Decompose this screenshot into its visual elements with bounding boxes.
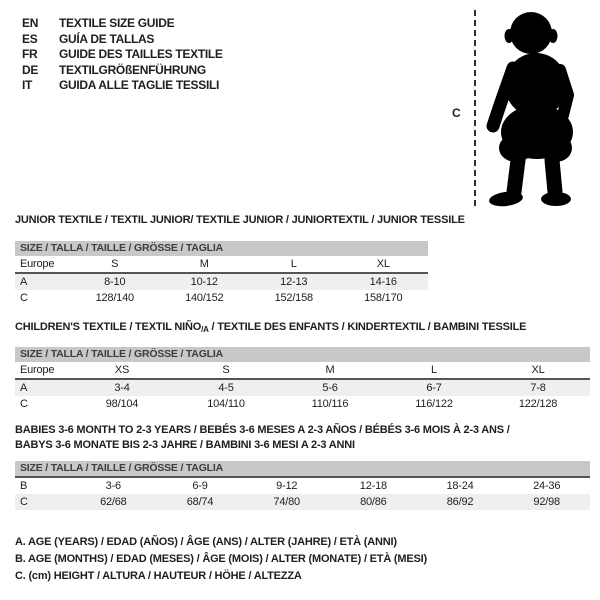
value-cell: 4-5	[218, 382, 234, 394]
value-cell: 158/170	[364, 292, 403, 304]
value-cell: 62/68	[100, 496, 127, 508]
value-cell: 14-16	[369, 276, 397, 288]
value-cell: 9-12	[276, 480, 298, 492]
size-cell: L	[290, 258, 297, 270]
footnote-a: A. AGE (YEARS) / EDAD (AÑOS) / ÂGE (ANS) / ALTER (JAHRE) / ETÀ (ANNI)	[15, 536, 397, 548]
value-cell: 6-9	[192, 480, 208, 492]
footnote-c: C. (cm) HEIGHT / ALTURA / HAUTEUR / HÖHE / ALTEZZA	[15, 570, 302, 582]
value-cell: 116/122	[415, 398, 453, 410]
legend-label: GUIDE DES TAILLES TEXTILE	[59, 47, 223, 61]
row-label: Europe	[20, 258, 55, 270]
babies-table-title	[15, 423, 510, 453]
value-cell: 5-6	[322, 382, 338, 394]
table-row	[15, 290, 428, 306]
size-cell: S	[111, 258, 119, 270]
height-measure-figure	[0, 0, 600, 215]
table-row	[15, 274, 428, 290]
value-cell: 92/98	[533, 496, 560, 508]
legend-code: IT	[22, 78, 33, 92]
size-cell: M	[199, 258, 209, 270]
legend-code: ES	[22, 31, 38, 46]
junior-size-header-bar: SIZE / TALLA / TAILLE / GRÖSSE / TAGLIA	[15, 241, 428, 256]
children-table-title	[15, 321, 526, 333]
legend-label: TEXTILE SIZE GUIDE	[59, 16, 175, 30]
height-measure-label: C	[452, 106, 461, 120]
children-size-table	[15, 347, 590, 412]
legend-code: DE	[22, 62, 39, 77]
value-cell: 24-36	[533, 480, 561, 492]
toddler-silhouette-icon	[480, 10, 576, 210]
value-cell: 68/74	[186, 496, 214, 508]
value-cell: 80/86	[360, 496, 387, 508]
row-label: C	[20, 292, 28, 304]
legend-label: GUÍA DE TALLAS	[59, 31, 155, 46]
row-label: Europe	[20, 364, 55, 376]
value-cell: 140/152	[185, 292, 224, 304]
value-cell: 122/128	[518, 398, 558, 410]
size-cell: M	[325, 364, 335, 376]
row-label: A	[20, 382, 28, 394]
legend-label: TEXTILGRÖßENFÜHRUNG	[59, 62, 206, 77]
value-cell: 104/110	[207, 398, 245, 410]
table-row	[15, 256, 428, 272]
children-size-header-bar: SIZE / TALLA / TAILLE / GRÖSSE / TAGLIA	[15, 347, 590, 362]
junior-table-title: JUNIOR TEXTILE / TEXTIL JUNIOR/ TEXTILE JUNIOR / JUNIORTEXTIL / JUNIOR TESSILE	[15, 214, 465, 226]
title-text: / TEXTILE DES ENFANTS / KINDERTEXTIL / BAMBINI TESSILE	[208, 321, 527, 333]
title-subscript: /A	[201, 325, 209, 334]
junior-size-table	[15, 241, 428, 306]
legend-code: FR	[22, 47, 38, 61]
value-cell: 8-10	[104, 276, 126, 288]
value-cell: 6-7	[426, 382, 442, 394]
value-cell: 10-12	[190, 276, 218, 288]
value-cell: 18-24	[446, 480, 474, 492]
footnotes	[15, 534, 427, 585]
height-dashed-line	[474, 10, 476, 206]
size-cell: XL	[376, 258, 390, 270]
value-cell: 74/80	[273, 496, 300, 508]
value-cell: 12-13	[280, 276, 308, 288]
row-label: C	[20, 496, 28, 508]
value-cell: 98/104	[105, 398, 139, 410]
legend-label: GUIDA ALLE TAGLIE TESSILI	[59, 78, 220, 92]
footnote-b: B. AGE (MONTHS) / EDAD (MESES) / ÂGE (MOIS) / ALTER (MONATE) / ETÀ (MESI)	[15, 553, 427, 565]
size-cell: L	[431, 364, 437, 376]
value-cell: 86/92	[446, 496, 474, 508]
value-cell: 152/158	[274, 292, 313, 304]
value-cell: 3-4	[114, 382, 130, 394]
table-row	[15, 380, 590, 396]
size-cell: S	[222, 364, 230, 376]
babies-title-line2: BABYS 3-6 MONATE BIS 2-3 JAHRE / BAMBINI 3-6 MESI A 2-3 ANNI	[15, 439, 355, 451]
babies-size-table	[15, 461, 590, 510]
table-row	[15, 494, 590, 510]
row-label: A	[20, 276, 28, 288]
size-cell: XL	[531, 364, 545, 376]
table-row	[15, 478, 590, 494]
value-cell: 3-6	[105, 480, 121, 492]
row-label: B	[20, 480, 28, 492]
legend-code: EN	[22, 16, 39, 30]
size-cell: XS	[114, 364, 130, 376]
title-text: CHILDREN'S TEXTILE / TEXTIL NIÑO	[15, 321, 202, 333]
babies-size-header-bar: SIZE / TALLA / TAILLE / GRÖSSE / TAGLIA	[15, 461, 590, 476]
row-label: C	[20, 398, 28, 410]
babies-title-line1: BABIES 3-6 MONTH TO 2-3 YEARS / BEBÉS 3-6 MESES A 2-3 AÑOS / BÉBÉS 3-6 MOIS À 2-3 ANS /	[15, 424, 510, 436]
value-cell: 12-18	[359, 480, 387, 492]
value-cell: 128/140	[95, 292, 134, 304]
value-cell: 7-8	[530, 382, 546, 394]
table-row	[15, 396, 590, 412]
value-cell: 110/116	[311, 398, 349, 410]
table-row	[15, 362, 590, 378]
